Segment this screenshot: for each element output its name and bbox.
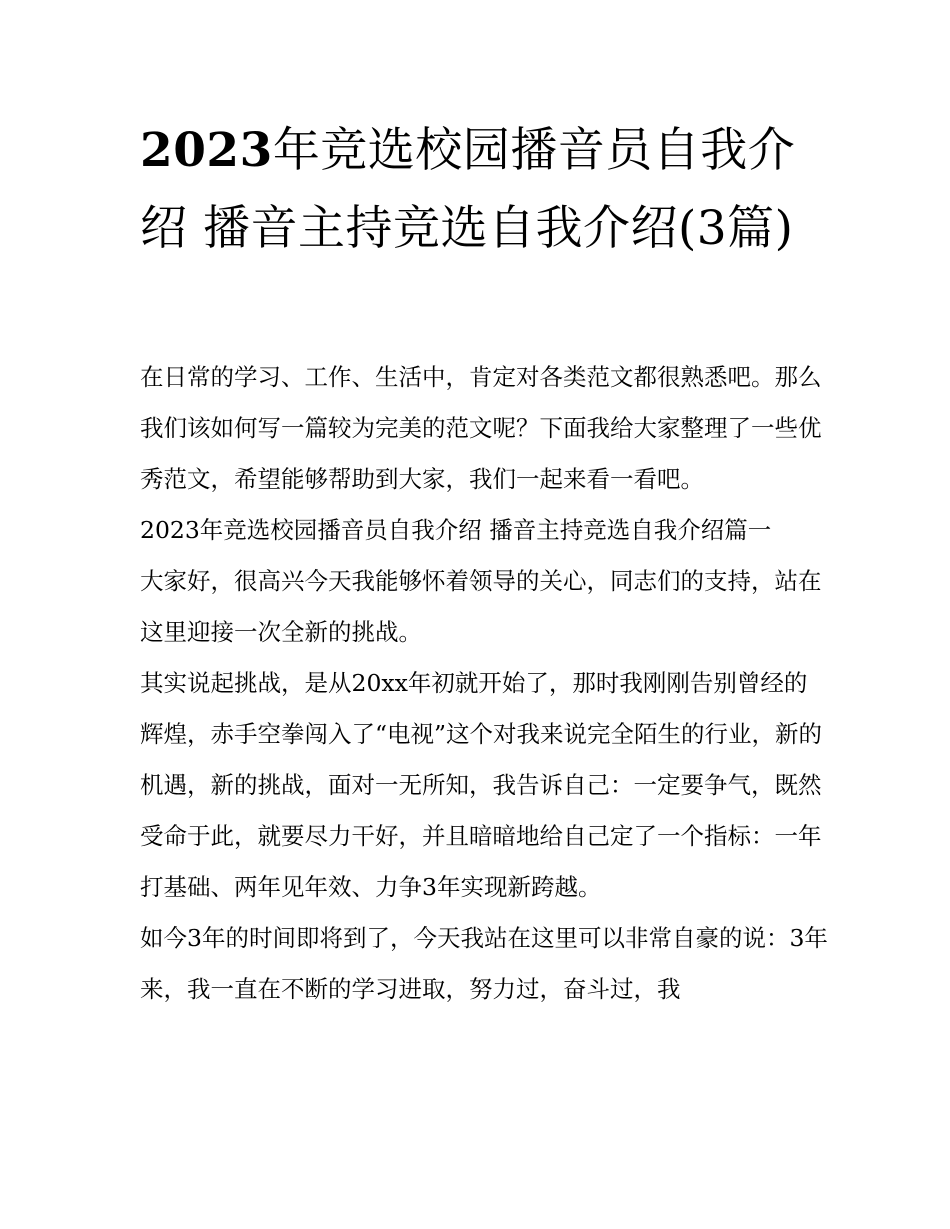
paragraph-achievement: 如今3年的时间即将到了，今天我站在这里可以非常自豪的说：3年来，我一直在不断的学习进取，努力过，奋斗过，我 (140, 924, 828, 1003)
paragraph-intro: 在日常的学习、工作、生活中，肯定对各类范文都很熟悉吧。那么我们该如何写一篇较为完美的范文呢？下面我给大家整理了一些优秀范文，希望能够帮助到大家，我们一起来看一看吧。 (140, 363, 822, 493)
document-title: 2023年竞选校园播音员自我介绍 播音主持竞选自我介绍(3篇) (140, 123, 796, 256)
paragraph-section-heading: 2023年竞选校园播音员自我介绍 播音主持竞选自我介绍篇一 (140, 516, 772, 544)
paragraph-challenge: 其实说起挑战，是从20xx年初就开始了，那时我刚刚告别曾经的辉煌，赤手空拳闯入了“电视”这个对我来说完全陌生的行业，新的机遇，新的挑战，面对一无所知，我告诉自己：一定要争气，既然受命于此，就要尽力干好，并且暗暗地给自己定了一个指标：一年打基础、两年见年效、力争3年实现新跨越。 (140, 669, 823, 901)
paragraph-greeting: 大家好，很高兴今天我能够怀着领导的关心，同志们的支持，站在这里迎接一次全新的挑战。 (140, 567, 822, 646)
document-body (140, 352, 830, 1015)
